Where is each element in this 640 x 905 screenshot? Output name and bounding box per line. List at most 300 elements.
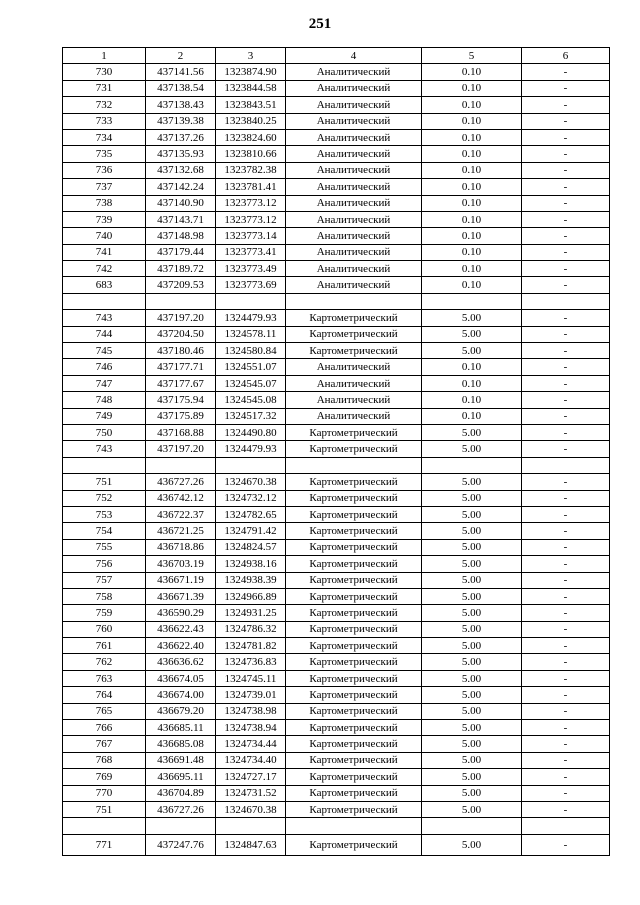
method-cell: Картометрический	[286, 703, 422, 719]
method-cell: Аналитический	[286, 261, 422, 277]
y-coordinate-cell: 1324736.83	[216, 654, 286, 670]
table-row	[63, 211, 610, 227]
table-separator-row	[63, 818, 610, 834]
note-cell: -	[522, 277, 610, 293]
y-coordinate-cell: 1324545.08	[216, 392, 286, 408]
x-coordinate-cell: 437209.53	[146, 277, 216, 293]
y-coordinate-cell: 1323781.41	[216, 179, 286, 195]
table-separator-row	[63, 293, 610, 309]
table-row	[63, 129, 610, 145]
accuracy-cell: 0.10	[422, 195, 522, 211]
method-cell: Картометрический	[286, 834, 422, 855]
point-number-cell: 760	[63, 621, 146, 637]
table-row	[63, 80, 610, 96]
method-cell: Аналитический	[286, 244, 422, 260]
method-cell: Аналитический	[286, 392, 422, 408]
accuracy-cell: 0.10	[422, 261, 522, 277]
x-coordinate-cell: 436691.48	[146, 752, 216, 768]
point-number-cell: 734	[63, 129, 146, 145]
note-cell: -	[522, 720, 610, 736]
note-cell: -	[522, 523, 610, 539]
method-cell	[286, 293, 422, 309]
note-cell: -	[522, 621, 610, 637]
point-number-cell: 745	[63, 343, 146, 359]
accuracy-cell: 5.00	[422, 523, 522, 539]
y-coordinate-cell: 1323782.38	[216, 162, 286, 178]
method-cell: Картометрический	[286, 670, 422, 686]
y-coordinate-cell: 1324738.98	[216, 703, 286, 719]
point-number-cell: 749	[63, 408, 146, 424]
note-cell	[522, 457, 610, 473]
method-cell: Аналитический	[286, 375, 422, 391]
method-cell: Картометрический	[286, 556, 422, 572]
point-number-cell: 770	[63, 785, 146, 801]
y-coordinate-cell: 1323874.90	[216, 64, 286, 80]
point-number-cell: 741	[63, 244, 146, 260]
table-row	[63, 670, 610, 686]
note-cell: -	[522, 670, 610, 686]
accuracy-cell: 5.00	[422, 326, 522, 342]
accuracy-cell: 5.00	[422, 736, 522, 752]
y-coordinate-cell: 1324727.17	[216, 769, 286, 785]
method-cell: Картометрический	[286, 539, 422, 555]
x-coordinate-cell: 437139.38	[146, 113, 216, 129]
table-row	[63, 244, 610, 260]
y-coordinate-cell: 1323773.69	[216, 277, 286, 293]
accuracy-cell: 5.00	[422, 539, 522, 555]
method-cell: Картометрический	[286, 785, 422, 801]
note-cell: -	[522, 424, 610, 440]
y-coordinate-cell: 1323844.58	[216, 80, 286, 96]
y-coordinate-cell: 1324545.07	[216, 375, 286, 391]
table-row	[63, 228, 610, 244]
accuracy-cell: 0.10	[422, 375, 522, 391]
y-coordinate-cell: 1324847.63	[216, 834, 286, 855]
point-number-cell	[63, 293, 146, 309]
point-number-cell: 730	[63, 64, 146, 80]
note-cell: -	[522, 408, 610, 424]
point-number-cell: 758	[63, 588, 146, 604]
x-coordinate-cell	[146, 293, 216, 309]
point-number-cell: 748	[63, 392, 146, 408]
point-number-cell	[63, 818, 146, 834]
accuracy-cell: 5.00	[422, 785, 522, 801]
note-cell: -	[522, 474, 610, 490]
point-number-cell: 753	[63, 506, 146, 522]
point-number-cell: 762	[63, 654, 146, 670]
accuracy-cell: 0.10	[422, 228, 522, 244]
point-number-cell: 757	[63, 572, 146, 588]
x-coordinate-cell: 437175.89	[146, 408, 216, 424]
y-coordinate-cell: 1324734.44	[216, 736, 286, 752]
x-coordinate-cell: 436674.05	[146, 670, 216, 686]
x-coordinate-cell: 437168.88	[146, 424, 216, 440]
method-cell: Картометрический	[286, 621, 422, 637]
column-header-5: 5	[422, 48, 522, 64]
accuracy-cell: 5.00	[422, 424, 522, 440]
method-cell	[286, 818, 422, 834]
y-coordinate-cell: 1324732.12	[216, 490, 286, 506]
accuracy-cell	[422, 293, 522, 309]
note-cell: -	[522, 441, 610, 457]
x-coordinate-cell: 437189.72	[146, 261, 216, 277]
point-number-cell: 771	[63, 834, 146, 855]
point-number-cell: 732	[63, 97, 146, 113]
table-separator-row	[63, 457, 610, 473]
method-cell: Аналитический	[286, 408, 422, 424]
point-number-cell: 743	[63, 441, 146, 457]
x-coordinate-cell: 436727.26	[146, 474, 216, 490]
table-row	[63, 97, 610, 113]
point-number-cell	[63, 457, 146, 473]
x-coordinate-cell: 436671.19	[146, 572, 216, 588]
accuracy-cell: 5.00	[422, 621, 522, 637]
x-coordinate-cell: 436679.20	[146, 703, 216, 719]
y-coordinate-cell: 1324938.16	[216, 556, 286, 572]
table-row	[63, 408, 610, 424]
y-coordinate-cell: 1324731.52	[216, 785, 286, 801]
x-coordinate-cell: 437138.54	[146, 80, 216, 96]
accuracy-cell: 5.00	[422, 703, 522, 719]
point-number-cell: 743	[63, 310, 146, 326]
y-coordinate-cell: 1324490.80	[216, 424, 286, 440]
table-row	[63, 326, 610, 342]
method-cell	[286, 457, 422, 473]
y-coordinate-cell: 1324738.94	[216, 720, 286, 736]
header-row	[63, 48, 610, 64]
x-coordinate-cell	[146, 818, 216, 834]
note-cell: -	[522, 588, 610, 604]
method-cell: Аналитический	[286, 359, 422, 375]
table-row	[63, 490, 610, 506]
x-coordinate-cell: 436695.11	[146, 769, 216, 785]
method-cell: Аналитический	[286, 179, 422, 195]
table-row	[63, 621, 610, 637]
table-row	[63, 359, 610, 375]
accuracy-cell	[422, 457, 522, 473]
note-cell: -	[522, 228, 610, 244]
method-cell: Картометрический	[286, 638, 422, 654]
x-coordinate-cell: 437197.20	[146, 310, 216, 326]
table-row	[63, 539, 610, 555]
method-cell: Аналитический	[286, 64, 422, 80]
y-coordinate-cell: 1324782.65	[216, 506, 286, 522]
x-coordinate-cell: 436722.37	[146, 506, 216, 522]
x-coordinate-cell: 437137.26	[146, 129, 216, 145]
x-coordinate-cell: 436742.12	[146, 490, 216, 506]
method-cell: Аналитический	[286, 277, 422, 293]
note-cell: -	[522, 392, 610, 408]
table-row	[63, 506, 610, 522]
table-row	[63, 638, 610, 654]
note-cell: -	[522, 834, 610, 855]
accuracy-cell: 0.10	[422, 162, 522, 178]
method-cell: Картометрический	[286, 752, 422, 768]
point-number-cell: 761	[63, 638, 146, 654]
table-row	[63, 523, 610, 539]
accuracy-cell: 5.00	[422, 441, 522, 457]
note-cell: -	[522, 113, 610, 129]
x-coordinate-cell: 437175.94	[146, 392, 216, 408]
table-row	[63, 392, 610, 408]
accuracy-cell: 0.10	[422, 113, 522, 129]
note-cell: -	[522, 736, 610, 752]
method-cell: Аналитический	[286, 146, 422, 162]
note-cell: -	[522, 261, 610, 277]
method-cell: Картометрический	[286, 687, 422, 703]
method-cell: Картометрический	[286, 424, 422, 440]
accuracy-cell: 5.00	[422, 572, 522, 588]
point-number-cell: 765	[63, 703, 146, 719]
x-coordinate-cell: 436685.11	[146, 720, 216, 736]
note-cell: -	[522, 539, 610, 555]
x-coordinate-cell: 437177.67	[146, 375, 216, 391]
note-cell: -	[522, 752, 610, 768]
method-cell: Картометрический	[286, 506, 422, 522]
y-coordinate-cell: 1324670.38	[216, 801, 286, 817]
note-cell: -	[522, 375, 610, 391]
table-row	[63, 474, 610, 490]
accuracy-cell: 5.00	[422, 752, 522, 768]
note-cell: -	[522, 490, 610, 506]
y-coordinate-cell: 1324517.32	[216, 408, 286, 424]
x-coordinate-cell: 437204.50	[146, 326, 216, 342]
method-cell: Аналитический	[286, 162, 422, 178]
table-row	[63, 310, 610, 326]
table-row	[63, 769, 610, 785]
accuracy-cell: 5.00	[422, 687, 522, 703]
method-cell: Картометрический	[286, 474, 422, 490]
column-header-6: 6	[522, 48, 610, 64]
x-coordinate-cell: 437132.68	[146, 162, 216, 178]
table-row	[63, 195, 610, 211]
point-number-cell: 731	[63, 80, 146, 96]
y-coordinate-cell: 1324578.11	[216, 326, 286, 342]
y-coordinate-cell: 1324580.84	[216, 343, 286, 359]
note-cell: -	[522, 638, 610, 654]
x-coordinate-cell: 436622.43	[146, 621, 216, 637]
x-coordinate-cell: 436636.62	[146, 654, 216, 670]
y-coordinate-cell: 1323773.12	[216, 195, 286, 211]
method-cell: Картометрический	[286, 310, 422, 326]
point-number-cell: 756	[63, 556, 146, 572]
column-header-1: 1	[63, 48, 146, 64]
point-number-cell: 742	[63, 261, 146, 277]
y-coordinate-cell: 1324734.40	[216, 752, 286, 768]
point-number-cell: 768	[63, 752, 146, 768]
x-coordinate-cell: 437197.20	[146, 441, 216, 457]
x-coordinate-cell: 437247.76	[146, 834, 216, 855]
note-cell: -	[522, 195, 610, 211]
accuracy-cell: 0.10	[422, 129, 522, 145]
note-cell: -	[522, 785, 610, 801]
accuracy-cell: 0.10	[422, 359, 522, 375]
point-number-cell: 683	[63, 277, 146, 293]
column-header-2: 2	[146, 48, 216, 64]
table-row	[63, 277, 610, 293]
accuracy-cell: 0.10	[422, 64, 522, 80]
method-cell: Аналитический	[286, 113, 422, 129]
table-row	[63, 113, 610, 129]
y-coordinate-cell: 1324786.32	[216, 621, 286, 637]
column-header-3: 3	[216, 48, 286, 64]
method-cell: Картометрический	[286, 326, 422, 342]
table-row	[63, 785, 610, 801]
accuracy-cell: 0.10	[422, 392, 522, 408]
accuracy-cell: 0.10	[422, 244, 522, 260]
accuracy-cell: 0.10	[422, 80, 522, 96]
note-cell: -	[522, 801, 610, 817]
note-cell: -	[522, 343, 610, 359]
x-coordinate-cell: 436674.00	[146, 687, 216, 703]
x-coordinate-cell: 437135.93	[146, 146, 216, 162]
method-cell: Картометрический	[286, 736, 422, 752]
accuracy-cell: 5.00	[422, 474, 522, 490]
y-coordinate-cell	[216, 293, 286, 309]
method-cell: Аналитический	[286, 80, 422, 96]
x-coordinate-cell	[146, 457, 216, 473]
accuracy-cell: 5.00	[422, 605, 522, 621]
table-row	[63, 752, 610, 768]
method-cell: Картометрический	[286, 801, 422, 817]
method-cell: Аналитический	[286, 129, 422, 145]
table-row	[63, 801, 610, 817]
accuracy-cell: 5.00	[422, 490, 522, 506]
table-row	[63, 703, 610, 719]
point-number-cell: 747	[63, 375, 146, 391]
point-number-cell: 752	[63, 490, 146, 506]
method-cell: Аналитический	[286, 195, 422, 211]
method-cell: Аналитический	[286, 97, 422, 113]
note-cell: -	[522, 506, 610, 522]
method-cell: Картометрический	[286, 720, 422, 736]
accuracy-cell: 0.10	[422, 408, 522, 424]
y-coordinate-cell: 1324966.89	[216, 588, 286, 604]
table-row	[63, 588, 610, 604]
accuracy-cell: 5.00	[422, 556, 522, 572]
x-coordinate-cell: 437138.43	[146, 97, 216, 113]
y-coordinate-cell: 1324791.42	[216, 523, 286, 539]
point-number-cell: 755	[63, 539, 146, 555]
y-coordinate-cell: 1324938.39	[216, 572, 286, 588]
x-coordinate-cell: 436622.40	[146, 638, 216, 654]
accuracy-cell: 5.00	[422, 506, 522, 522]
point-number-cell: 735	[63, 146, 146, 162]
y-coordinate-cell: 1323810.66	[216, 146, 286, 162]
y-coordinate-cell: 1324824.57	[216, 539, 286, 555]
x-coordinate-cell: 437142.24	[146, 179, 216, 195]
y-coordinate-cell	[216, 818, 286, 834]
note-cell: -	[522, 244, 610, 260]
y-coordinate-cell	[216, 457, 286, 473]
point-number-cell: 759	[63, 605, 146, 621]
point-number-cell: 769	[63, 769, 146, 785]
accuracy-cell: 5.00	[422, 720, 522, 736]
y-coordinate-cell: 1323824.60	[216, 129, 286, 145]
note-cell: -	[522, 162, 610, 178]
x-coordinate-cell: 436727.26	[146, 801, 216, 817]
x-coordinate-cell: 436721.25	[146, 523, 216, 539]
note-cell: -	[522, 605, 610, 621]
point-number-cell: 767	[63, 736, 146, 752]
accuracy-cell: 5.00	[422, 801, 522, 817]
note-cell	[522, 293, 610, 309]
accuracy-cell: 0.10	[422, 97, 522, 113]
note-cell: -	[522, 572, 610, 588]
method-cell: Картометрический	[286, 769, 422, 785]
table-row	[63, 687, 610, 703]
point-number-cell: 744	[63, 326, 146, 342]
page-number: 251	[308, 16, 332, 32]
method-cell: Аналитический	[286, 211, 422, 227]
point-number-cell: 766	[63, 720, 146, 736]
note-cell: -	[522, 129, 610, 145]
point-number-cell: 751	[63, 474, 146, 490]
table-row	[63, 720, 610, 736]
method-cell: Картометрический	[286, 654, 422, 670]
method-cell: Картометрический	[286, 490, 422, 506]
accuracy-cell: 5.00	[422, 588, 522, 604]
note-cell: -	[522, 703, 610, 719]
y-coordinate-cell: 1323843.51	[216, 97, 286, 113]
x-coordinate-cell: 436671.39	[146, 588, 216, 604]
x-coordinate-cell: 437140.90	[146, 195, 216, 211]
note-cell: -	[522, 64, 610, 80]
accuracy-cell: 0.10	[422, 146, 522, 162]
accuracy-cell: 5.00	[422, 670, 522, 686]
note-cell: -	[522, 179, 610, 195]
y-coordinate-cell: 1324931.25	[216, 605, 286, 621]
point-number-cell: 739	[63, 211, 146, 227]
accuracy-cell: 5.00	[422, 654, 522, 670]
column-header-4: 4	[286, 48, 422, 64]
x-coordinate-cell: 436685.08	[146, 736, 216, 752]
note-cell: -	[522, 80, 610, 96]
point-number-cell: 733	[63, 113, 146, 129]
x-coordinate-cell: 437180.46	[146, 343, 216, 359]
x-coordinate-cell: 436704.89	[146, 785, 216, 801]
table-row	[63, 261, 610, 277]
note-cell: -	[522, 654, 610, 670]
table-row	[63, 441, 610, 457]
accuracy-cell: 5.00	[422, 769, 522, 785]
y-coordinate-cell: 1324479.93	[216, 310, 286, 326]
accuracy-cell: 0.10	[422, 277, 522, 293]
table-row	[63, 343, 610, 359]
x-coordinate-cell: 436590.29	[146, 605, 216, 621]
point-number-cell: 737	[63, 179, 146, 195]
table-row	[63, 424, 610, 440]
note-cell: -	[522, 97, 610, 113]
method-cell: Картометрический	[286, 605, 422, 621]
point-number-cell: 738	[63, 195, 146, 211]
table-row	[63, 162, 610, 178]
x-coordinate-cell: 437179.44	[146, 244, 216, 260]
table-row	[63, 375, 610, 391]
y-coordinate-cell: 1323773.12	[216, 211, 286, 227]
accuracy-cell: 0.10	[422, 179, 522, 195]
y-coordinate-cell: 1324670.38	[216, 474, 286, 490]
note-cell: -	[522, 687, 610, 703]
method-cell: Картометрический	[286, 572, 422, 588]
point-number-cell: 763	[63, 670, 146, 686]
table-row	[63, 572, 610, 588]
x-coordinate-cell: 436703.19	[146, 556, 216, 572]
accuracy-cell: 5.00	[422, 834, 522, 855]
note-cell: -	[522, 359, 610, 375]
note-cell	[522, 818, 610, 834]
x-coordinate-cell: 437141.56	[146, 64, 216, 80]
